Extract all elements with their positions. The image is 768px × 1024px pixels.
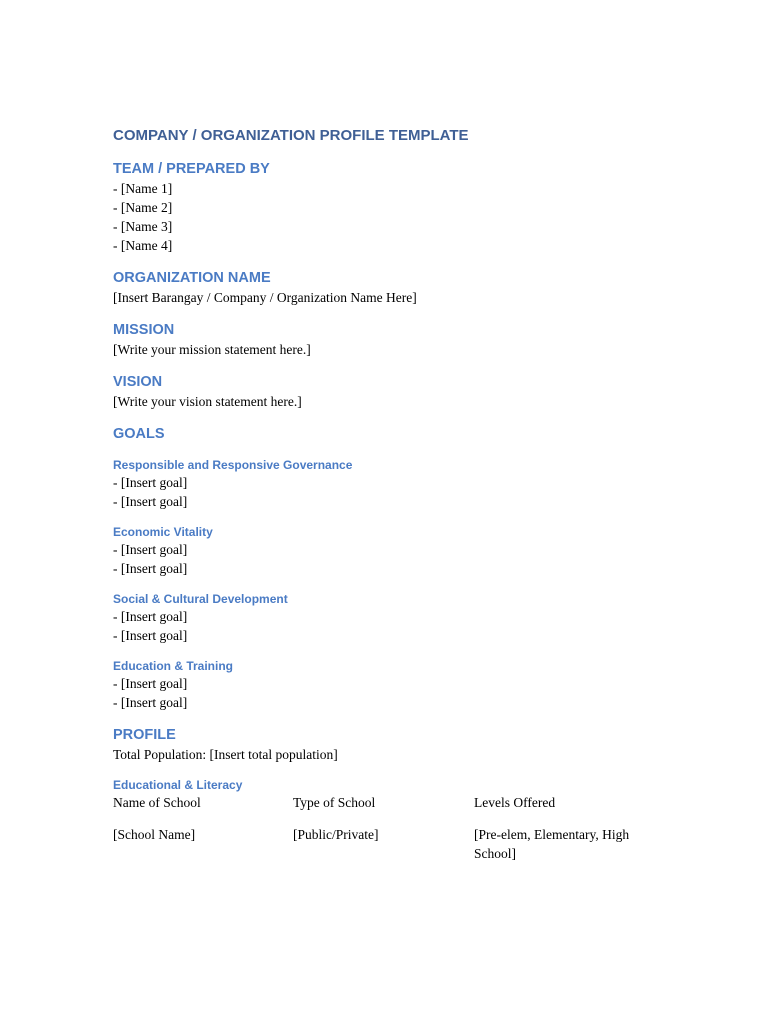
goal-item: - [Insert goal] xyxy=(113,695,188,710)
goal-item: - [Insert goal] xyxy=(113,494,188,509)
mission-text: [Write your mission statement here.] xyxy=(113,342,311,357)
schools-table xyxy=(113,793,673,863)
vision-heading: VISION xyxy=(113,374,163,390)
education-subsection xyxy=(113,777,673,863)
table-cell: [Public/Private] xyxy=(293,827,379,842)
profile-section xyxy=(113,726,673,863)
goal-group-title: Social & Cultural Development xyxy=(113,592,288,606)
goal-item: - [Insert goal] xyxy=(113,542,188,557)
goal-item: - [Insert goal] xyxy=(113,609,188,624)
goals-heading: GOALS xyxy=(113,426,165,442)
document-page xyxy=(113,126,673,863)
population-text: Total Population: [Insert total population] xyxy=(113,747,338,762)
education-heading: Educational & Literacy xyxy=(113,778,243,792)
team-member: - [Name 1] xyxy=(113,181,173,196)
goals-section xyxy=(113,425,673,712)
organization-section xyxy=(113,269,673,307)
table-header-cell: Name of School xyxy=(113,795,201,810)
goal-item: - [Insert goal] xyxy=(113,628,188,643)
goal-group-title: Responsible and Responsive Governance xyxy=(113,458,353,472)
document-title: COMPANY / ORGANIZATION PROFILE TEMPLATE xyxy=(113,127,469,144)
table-cell: [Pre-elem, Elementary, High School] xyxy=(474,827,630,861)
goal-group-education xyxy=(113,658,673,712)
goal-group-economic xyxy=(113,524,673,578)
goal-group-title: Economic Vitality xyxy=(113,525,213,539)
goal-group-title: Education & Training xyxy=(113,659,234,673)
goal-item: - [Insert goal] xyxy=(113,475,188,490)
mission-section xyxy=(113,321,673,359)
organization-heading: ORGANIZATION NAME xyxy=(113,270,271,286)
goal-group-social xyxy=(113,591,673,645)
organization-name-text: [Insert Barangay / Company / Organization Name Here] xyxy=(113,290,417,305)
goal-item: - [Insert goal] xyxy=(113,676,188,691)
team-section xyxy=(113,160,673,255)
vision-section xyxy=(113,373,673,411)
goal-item: - [Insert goal] xyxy=(113,561,188,576)
goal-group-governance xyxy=(113,457,673,511)
table-cell: [School Name] xyxy=(113,827,196,842)
mission-heading: MISSION xyxy=(113,322,175,338)
team-member: - [Name 2] xyxy=(113,200,173,215)
team-member: - [Name 3] xyxy=(113,219,173,234)
vision-text: [Write your vision statement here.] xyxy=(113,394,302,409)
team-heading: TEAM / PREPARED BY xyxy=(113,161,270,177)
profile-heading: PROFILE xyxy=(113,727,176,743)
team-member: - [Name 4] xyxy=(113,238,173,253)
table-header-cell: Levels Offered xyxy=(474,795,556,810)
table-header-cell: Type of School xyxy=(293,795,376,810)
